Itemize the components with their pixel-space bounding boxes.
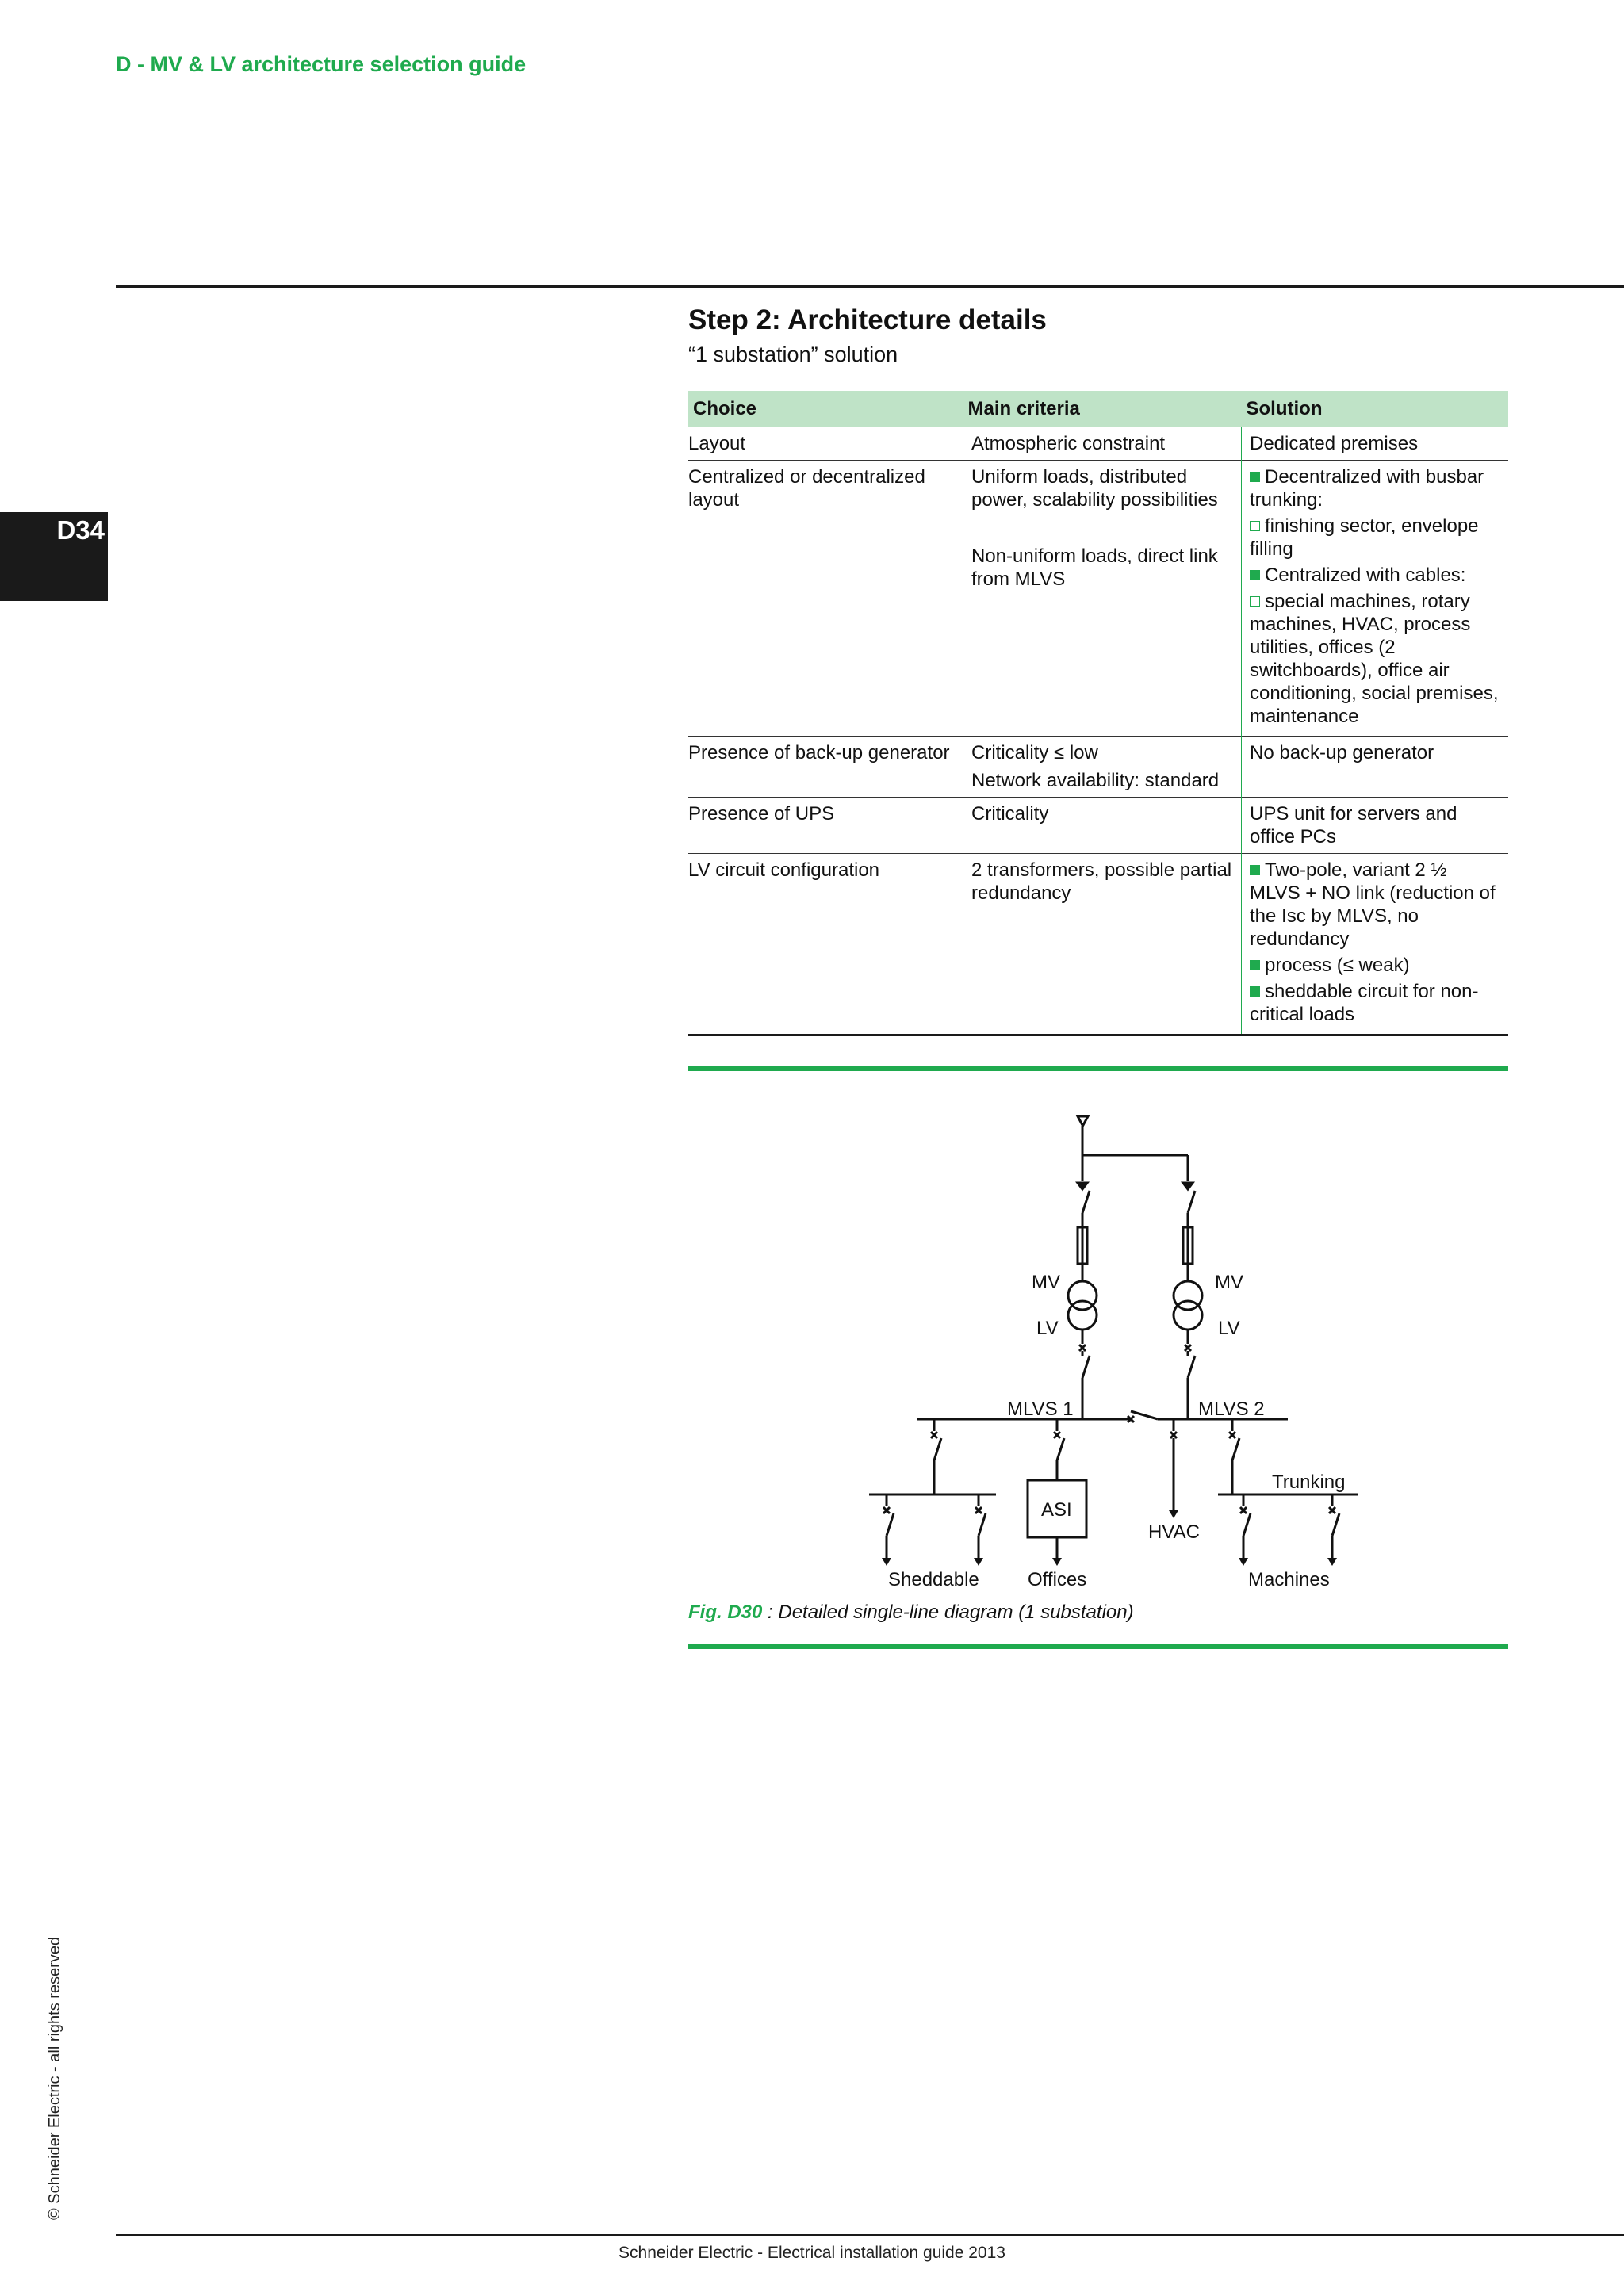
cell-solution <box>1242 854 1509 1035</box>
offices-breaker <box>1057 1438 1064 1460</box>
page-tab: D34 <box>0 512 108 601</box>
open-square-bullet-icon <box>1250 521 1260 531</box>
cell-choice: Centralized or decentralized layout <box>688 461 963 737</box>
bottom-rule <box>116 2234 1624 2236</box>
cell-criteria <box>963 737 1242 798</box>
table-header-row <box>688 391 1508 427</box>
footer-text: Schneider Electric - Electrical installation guide 2013 <box>619 2244 1005 2262</box>
cell-choice: Presence of UPS <box>688 798 963 854</box>
label-hvac: HVAC <box>1148 1521 1200 1543</box>
arrow-icon <box>1327 1558 1337 1566</box>
column-header-solution: Solution <box>1242 391 1509 427</box>
criteria-text: Criticality <box>971 803 1049 825</box>
single-line-diagram <box>688 1094 1508 1601</box>
label-lv-2: LV <box>1218 1318 1240 1339</box>
solution-text: finishing sector, envelope filling <box>1250 515 1479 560</box>
figure-caption <box>688 1601 1134 1624</box>
table-row <box>688 854 1508 1035</box>
step-title: Step 2: Architecture details <box>688 304 1047 335</box>
top-rule <box>116 285 1624 288</box>
cell-solution <box>1242 427 1509 461</box>
header-title: D - MV & LV architecture selection guide <box>116 52 527 76</box>
criteria-text: Network availability: standard <box>971 770 1220 791</box>
arrow-icon <box>1078 1183 1087 1189</box>
solution-text: sheddable circuit for non-critical loads <box>1250 981 1479 1025</box>
label-mlvs-2: MLVS 2 <box>1198 1399 1265 1420</box>
table-row <box>688 737 1508 798</box>
table-row <box>688 427 1508 461</box>
table-row <box>688 461 1508 737</box>
label-mv-2: MV <box>1215 1272 1243 1293</box>
label-mv-1: MV <box>1032 1272 1060 1293</box>
figure-caption-text: : Detailed single-line diagram (1 substation) <box>762 1601 1134 1623</box>
criteria-text: Non-uniform loads, direct link from MLVS <box>971 545 1218 590</box>
sheddable-out-breaker-1 <box>887 1513 894 1536</box>
filled-square-bullet-icon <box>1250 960 1260 970</box>
solution-text: Centralized with cables: <box>1265 564 1466 586</box>
cell-choice: LV circuit configuration <box>688 854 963 1035</box>
cell-choice: Presence of back-up generator <box>688 737 963 798</box>
cell-solution <box>1242 737 1509 798</box>
mv-switch-2 <box>1188 1191 1195 1213</box>
criteria-text: Criticality ≤ low <box>971 742 1098 763</box>
label-machines: Machines <box>1248 1569 1330 1590</box>
column-header-choice: Choice <box>688 391 963 427</box>
filled-square-bullet-icon <box>1250 865 1260 875</box>
sheddable-breaker <box>934 1438 941 1460</box>
architecture-table <box>688 391 1508 1036</box>
cell-criteria <box>963 798 1242 854</box>
arrow-icon <box>974 1558 983 1566</box>
mv-switch-1 <box>1082 1191 1090 1213</box>
label-sheddable: Sheddable <box>888 1569 979 1590</box>
label-offices: Offices <box>1028 1569 1087 1590</box>
filled-square-bullet-icon <box>1250 986 1260 997</box>
single-line-diagram-svg <box>688 1094 1508 1601</box>
lv-breaker-1 <box>1082 1356 1090 1378</box>
trunking-breaker <box>1232 1438 1239 1460</box>
step-subtitle: “1 substation” solution <box>688 342 898 366</box>
label-asi: ASI <box>1041 1499 1072 1521</box>
label-trunking: Trunking <box>1272 1471 1346 1493</box>
solution-text: Decentralized with busbar trunking: <box>1250 466 1484 511</box>
criteria-text: Uniform loads, distributed power, scalability possibilities <box>971 466 1218 511</box>
filled-square-bullet-icon <box>1250 472 1260 482</box>
criteria-text: 2 transformers, possible partial redundancy <box>971 859 1232 904</box>
transformer-1-secondary-icon <box>1068 1301 1097 1330</box>
criteria-text: Atmospheric constraint <box>971 433 1166 454</box>
solution-text: special machines, rotary machines, HVAC, process utilities, offices (2 switchboards), office air conditioning, social premises, maintenance <box>1250 591 1499 727</box>
cell-criteria <box>963 427 1242 461</box>
cell-solution <box>1242 461 1509 737</box>
solution-text: Two-pole, variant 2 ½ MLVS + NO link (reduction of the Isc by MLVS, no redundancy <box>1250 859 1496 950</box>
cell-criteria <box>963 854 1242 1035</box>
filled-square-bullet-icon <box>1250 570 1260 580</box>
lv-breaker-2 <box>1188 1356 1195 1378</box>
copyright-notice: © Schneider Electric - all rights reserved <box>46 1936 63 2220</box>
arrow-icon <box>1183 1183 1193 1189</box>
figure-number: Fig. D30 <box>688 1601 763 1623</box>
incoming-supply-icon <box>1078 1116 1088 1126</box>
solution-text: No back-up generator <box>1250 742 1434 763</box>
content-column <box>688 301 1508 1036</box>
transformer-2-secondary-icon <box>1174 1301 1202 1330</box>
arrow-icon <box>1169 1510 1178 1518</box>
solution-text: process (≤ weak) <box>1265 955 1410 976</box>
open-square-bullet-icon <box>1250 596 1260 607</box>
machines-breaker-1 <box>1243 1513 1251 1536</box>
cell-criteria <box>963 461 1242 737</box>
bus-coupler-switch <box>1131 1411 1158 1419</box>
solution-text: Dedicated premises <box>1250 433 1419 454</box>
figure-bottom-rule <box>688 1644 1508 1649</box>
label-mlvs-1: MLVS 1 <box>1007 1399 1074 1420</box>
solution-text: UPS unit for servers and office PCs <box>1250 803 1457 848</box>
column-header-main-criteria: Main criteria <box>963 391 1242 427</box>
machines-breaker-2 <box>1332 1513 1339 1536</box>
sheddable-out-breaker-2 <box>979 1513 986 1536</box>
arrow-icon <box>1239 1558 1248 1566</box>
arrow-icon <box>882 1558 891 1566</box>
cell-choice: Layout <box>688 427 963 461</box>
table-row <box>688 798 1508 854</box>
figure-top-rule <box>688 1066 1508 1071</box>
cell-solution <box>1242 798 1509 854</box>
page-footer <box>0 2244 1624 2263</box>
arrow-icon <box>1052 1558 1062 1566</box>
label-lv-1: LV <box>1036 1318 1059 1339</box>
